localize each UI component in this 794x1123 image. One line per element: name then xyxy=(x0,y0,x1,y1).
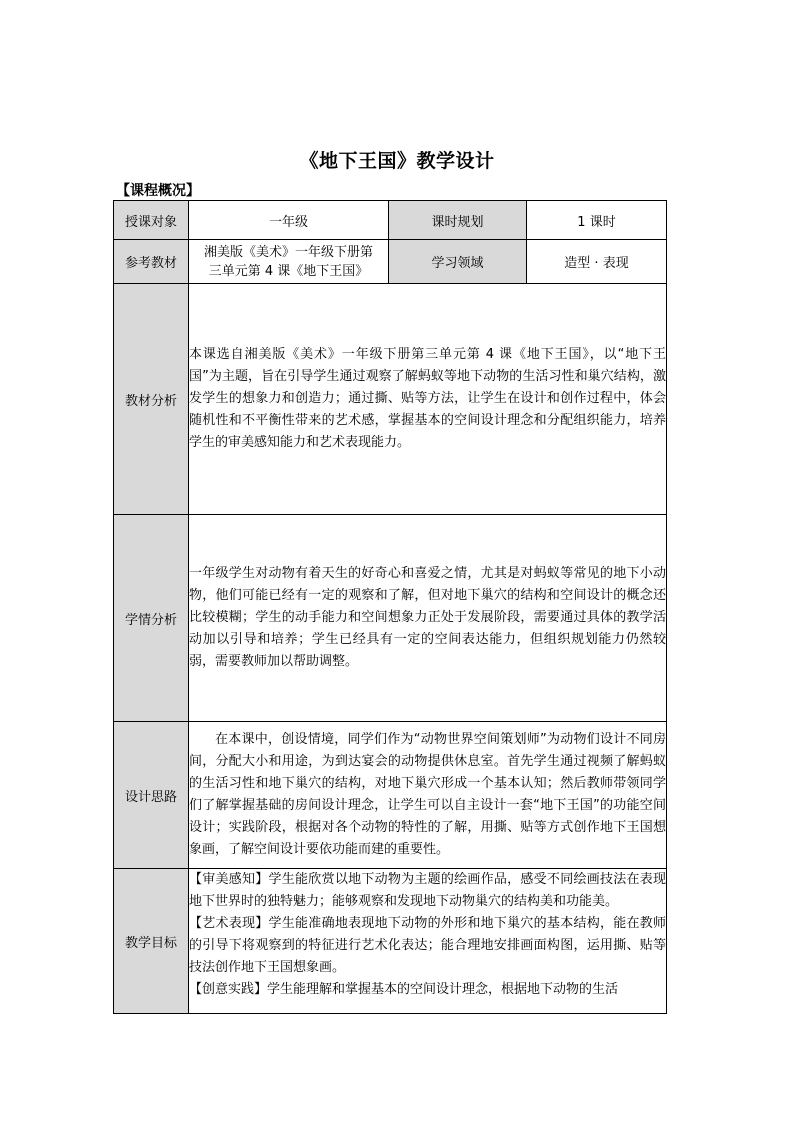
label-audience: 授课对象 xyxy=(114,201,189,240)
objectives-text xyxy=(189,869,667,1014)
table-row xyxy=(114,722,667,869)
textbook-line-2: 三单元第 4 课《地下王国》 xyxy=(208,263,369,279)
student-analysis-text: 一年级学生对动物有着天生的好奇心和喜爱之情，尤其是对蚂蚁等常见的地下小动物，他们可能已经有一定的观察和了解，但对地下巢穴的结构和空间设计的概念还比较模糊；学生的动手能力和空间想象力正处于发展阶段，需要通过具体的教学活动加以引导和培养；学生已经具有一定的空间表达能力，但组织规划能力仍然较弱，需要教师加以帮助调整。 xyxy=(189,515,667,722)
table-row xyxy=(114,240,667,284)
label-domain: 学习领域 xyxy=(389,240,527,284)
objective-creative: 【创意实践】学生能理解和掌握基本的空间设计理念，根据地下动物的生活 xyxy=(189,982,619,997)
document-title: 《地下王国》教学设计 xyxy=(299,150,495,172)
lesson-overview-table xyxy=(113,200,667,1014)
label-material-analysis: 教材分析 xyxy=(114,284,189,515)
material-analysis-text: 本课选自湘美版《美术》一年级下册第三单元第 4 课《地下王国》，以“地下王国”为主题，旨在引导学生通过观察了解蚂蚁等地下动物的生活习性和巢穴结构，激发学生的想象力和创造力；通过撕、贴等方法，让学生在设计和创作过程中，体会随机性和不平衡性带来的艺术感，掌握基本的空间设计理念和分配组织能力，培养学生的审美感知能力和艺术表现能力。 xyxy=(189,284,667,515)
textbook-line-1: 湘美版《美术》一年级下册第 xyxy=(203,244,373,260)
table-row xyxy=(114,515,667,722)
table-row xyxy=(114,201,667,240)
design-idea-text: 在本课中，创设情境，同学们作为“动物世界空间策划师”为动物们设计不同房间，分配大小和用途，为到达宴会的动物提供休息室。首先学生通过视频了解蚂蚁的生活习性和地下巢穴的结构，对地下巢穴形成一个基本认知；然后教师带领同学们了解掌握基础的房间设计理念，让学生可以自主设计一套“地下王国”的功能空间设计；实践阶段，根据对各个动物的特性的了解，用撕、贴等方式创作地下王国想象画，了解空间设计要依功能而建的重要性。 xyxy=(189,722,667,869)
value-textbook xyxy=(189,240,389,284)
objective-aesthetic: 【审美感知】学生能欣赏以地下动物为主题的绘画作品，感受不同绘画技法在表现地下世界时的独特魅力；能够观察和发现地下动物巢穴的结构美和功能美。 xyxy=(189,872,666,909)
section-heading: 【课程概况】 xyxy=(116,183,200,199)
label-periods: 课时规划 xyxy=(389,201,527,240)
table-row xyxy=(114,869,667,1014)
objective-expression: 【艺术表现】学生能准确地表现地下动物的外形和地下巢穴的基本结构，能在教师的引导下将观察到的特征进行艺术化表达；能合理地安排画面构图，运用撕、贴等技法创作地下王国想象画。 xyxy=(189,916,666,975)
value-audience: 一年级 xyxy=(189,201,389,240)
label-design-idea: 设计思路 xyxy=(114,722,189,869)
label-student-analysis: 学情分析 xyxy=(114,515,189,722)
label-objectives: 教学目标 xyxy=(114,869,189,1014)
value-domain: 造型 · 表现 xyxy=(527,240,667,284)
table-row xyxy=(114,284,667,515)
label-textbook: 参考教材 xyxy=(114,240,189,284)
value-periods: 1 课时 xyxy=(527,201,667,240)
